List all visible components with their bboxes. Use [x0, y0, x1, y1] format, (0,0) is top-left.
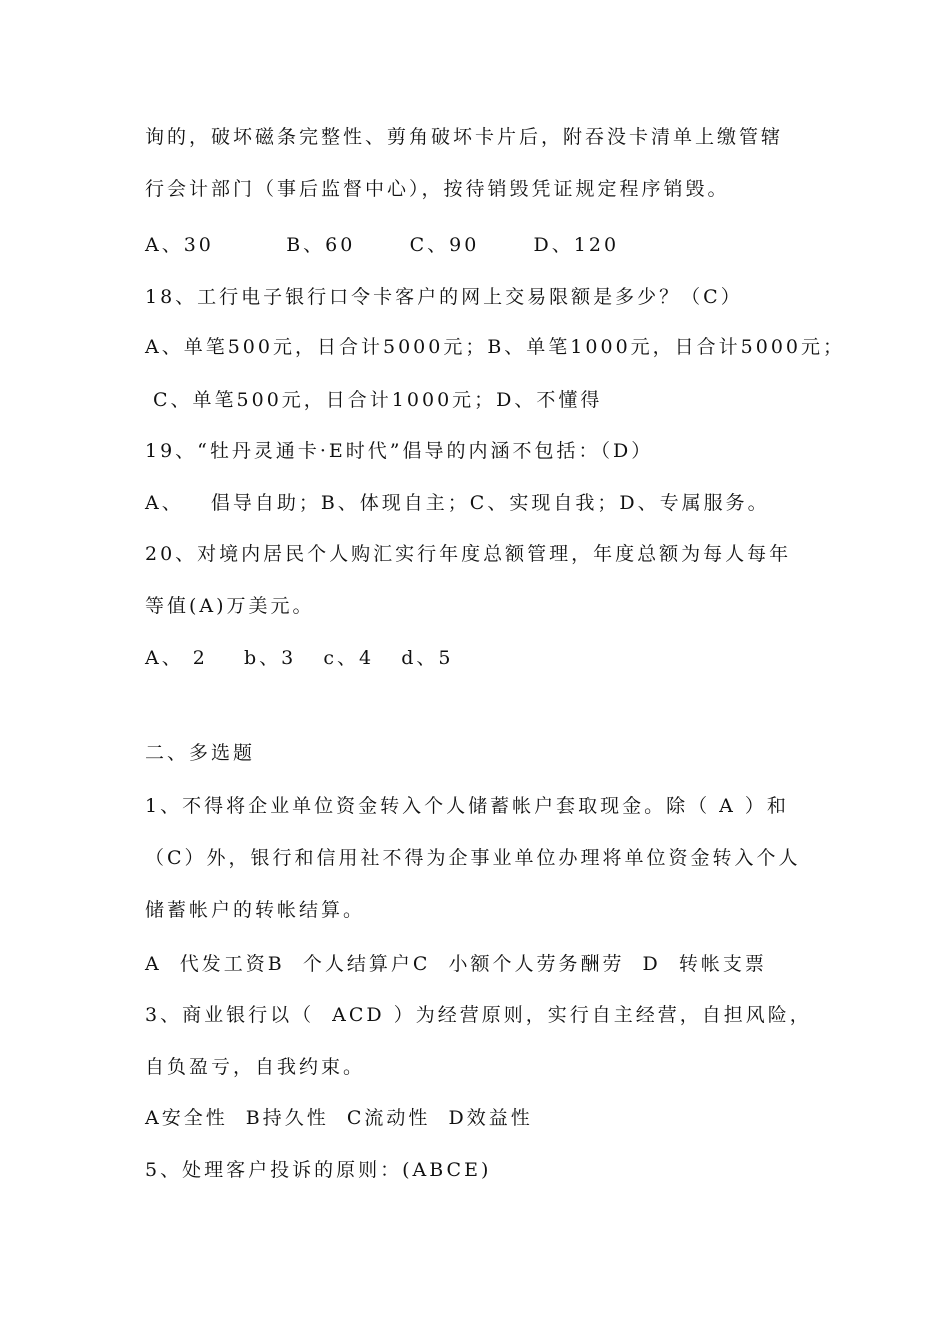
question-3: 3、商业银行以（ ACD ）为经营原则，实行自主经营，自担风险， [145, 1004, 812, 1026]
answer-options: A、 倡导自助；B、体现自主；C、实现自我；D、专属服务。 [145, 492, 770, 514]
text-line: （C）外，银行和信用社不得为企事业单位办理将单位资金转入个人 [145, 847, 801, 869]
answer-options: A 代发工资B 个人结算户C 小额个人劳务酬劳 D 转帐支票 [145, 953, 767, 975]
question-19: 19、“牡丹灵通卡·E时代”倡导的内涵不包括：（D） [145, 440, 654, 462]
question-20: 20、对境内居民个人购汇实行年度总额管理，年度总额为每人每年 [145, 543, 792, 565]
text-line: 等值(A)万美元。 [145, 595, 315, 617]
text-line: 行会计部门（事后监督中心），按待销毁凭证规定程序销毁。 [145, 178, 730, 200]
answer-options: A、 2 b、3 c、4 d、5 [145, 647, 454, 669]
answer-options: A、单笔500元，日合计5000元；B、单笔1000元，日合计5000元； [145, 336, 846, 358]
answer-options: A、30 B、60 C、90 D、120 [145, 234, 620, 256]
answer-options: A安全性 B持久性 C流动性 D效益性 [145, 1107, 533, 1129]
text-line: 储蓄帐户的转帐结算。 [145, 899, 366, 921]
question-1: 1、不得将企业单位资金转入个人储蓄帐户套取现金。除（ A ）和 [145, 795, 789, 817]
question-18: 18、工行电子银行口令卡客户的网上交易限额是多少？（C） [145, 286, 743, 308]
text-line: 自负盈亏，自我约束。 [145, 1056, 366, 1078]
answer-options: C、单笔500元，日合计1000元；D、不懂得 [153, 389, 603, 411]
text-line: 询的，破坏磁条完整性、剪角破坏卡片后，附吞没卡清单上缴管辖 [145, 126, 784, 148]
section-heading: 二、多选题 [145, 742, 256, 764]
question-5: 5、处理客户投诉的原则：(ABCE) [145, 1159, 492, 1181]
